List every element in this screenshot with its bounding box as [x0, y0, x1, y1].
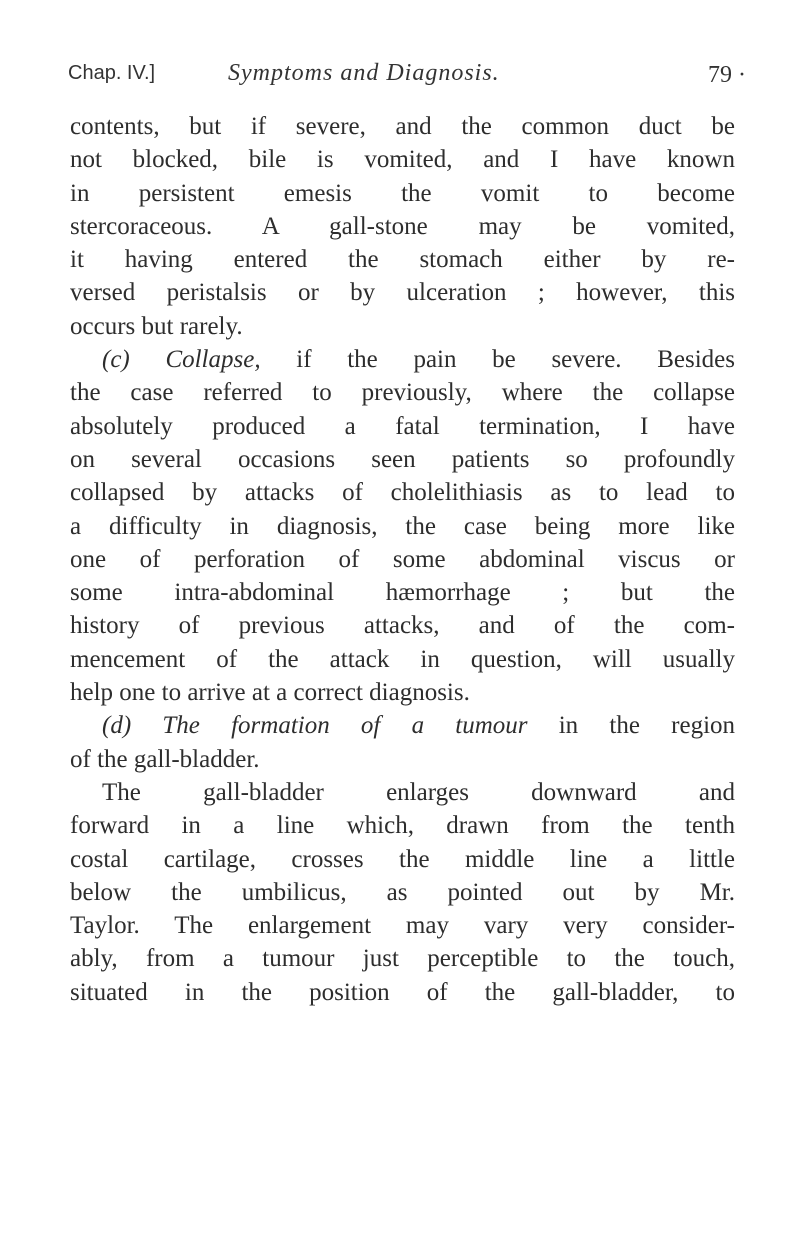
page-number: 79 ·: [708, 62, 746, 88]
text-line: on several occasions seen patients so profoundly: [70, 445, 735, 473]
text-line: contents, but if severe, and the common duct be: [70, 113, 735, 140]
text-line: collapsed by attacks of cholelithiasis as to lead to: [70, 479, 735, 507]
text-line: occurs but rarely.: [70, 312, 243, 340]
text-line: below the umbilicus, as pointed out by Mr.: [70, 878, 735, 906]
text-line: not blocked, bile is vomited, and I have known: [70, 146, 735, 174]
line-remainder: in the region: [558, 712, 736, 740]
text-line: history of previous attacks, and of the com-: [70, 612, 735, 640]
text-line: some intra-abdominal hæmorrhage ; but the: [70, 579, 735, 607]
text-line: it having entered the stomach either by re-: [70, 246, 735, 274]
section-heading: Collapse,: [165, 346, 261, 374]
section-label: (d): [102, 712, 132, 740]
text-line-section-c: [70, 343, 735, 376]
text-line: versed peristalsis or by ulceration ; however, this: [70, 279, 735, 307]
text-line: absolutely produced a fatal termination, I have: [70, 412, 735, 440]
section-heading: The formation of a tumour: [162, 712, 528, 740]
text-line: mencement of the attack in question, will usually: [70, 645, 735, 673]
text-line: costal cartilage, crosses the middle line a little: [70, 845, 735, 873]
text-line: Taylor. The enlargement may vary very consider-: [70, 912, 735, 940]
text-line: in persistent emesis the vomit to become: [70, 179, 735, 207]
text-line: situated in the position of the gall-bladder, to: [70, 978, 735, 1006]
text-line: the case referred to previously, where the collapse: [70, 379, 735, 407]
text-line-section-d: [70, 709, 735, 742]
text-line: The gall-bladder enlarges downward and: [102, 778, 735, 806]
text-line: a difficulty in diagnosis, the case being more like: [70, 512, 735, 540]
body-text: [70, 110, 735, 1009]
text-line: of the gall-bladder.: [70, 745, 260, 773]
running-head: [68, 60, 768, 100]
text-line: stercoraceous. A gall-stone may be vomited,: [70, 212, 735, 240]
running-title: Symptoms and Diagnosis.: [228, 60, 500, 86]
section-label: (c): [102, 346, 130, 374]
text-line: one of perforation of some abdominal viscus or: [70, 545, 735, 573]
chapter-label: Chap. IV.]: [68, 62, 156, 84]
text-line: help one to arrive at a correct diagnosis.: [70, 679, 470, 707]
text-line: forward in a line which, drawn from the tenth: [70, 812, 735, 840]
text-line: ably, from a tumour just perceptible to the touch,: [70, 945, 735, 973]
line-remainder: if the pain be severe. Besides: [296, 346, 736, 374]
